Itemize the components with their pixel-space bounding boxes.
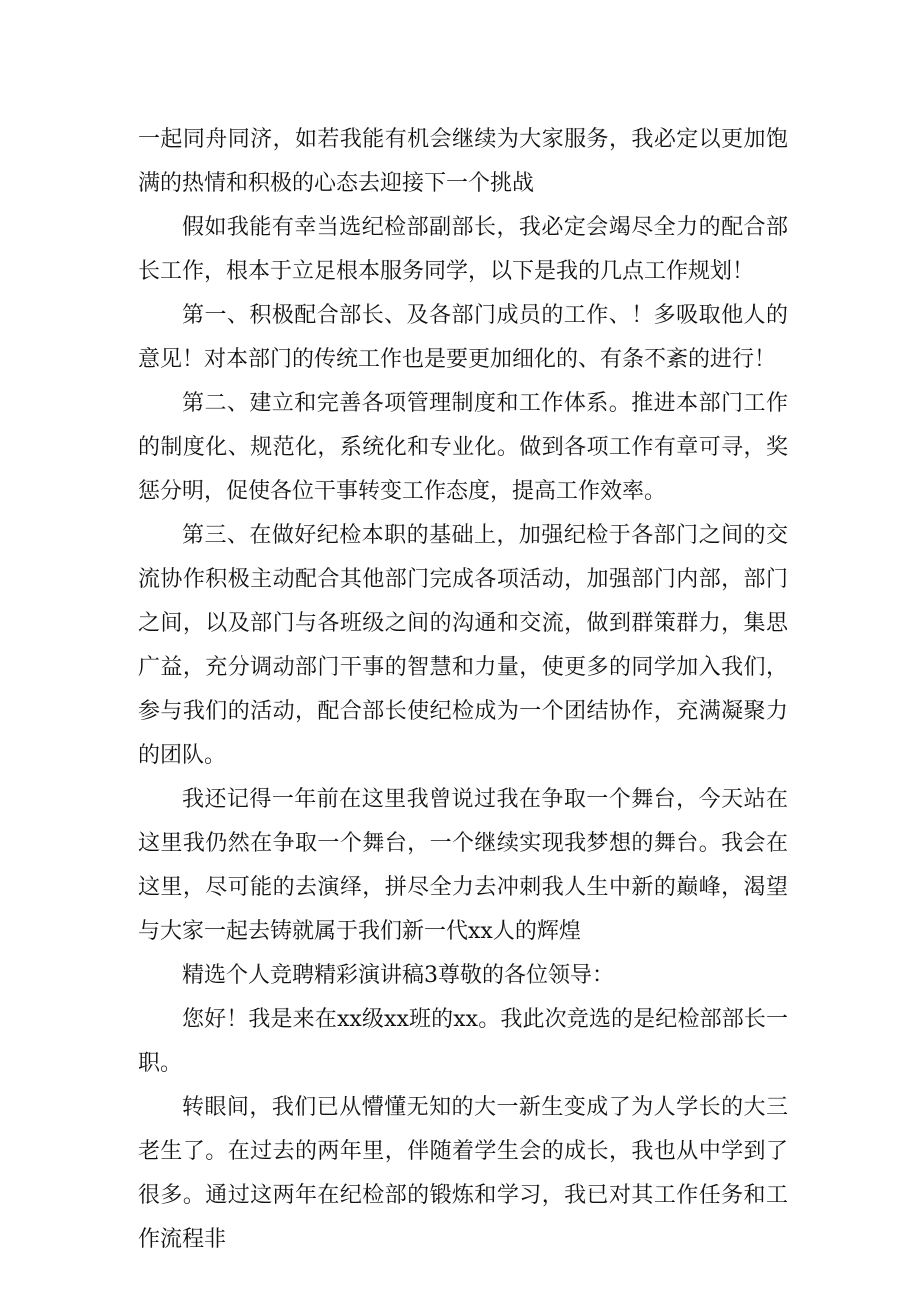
paragraph-continuation: 一起同舟同济，如若我能有机会继续为大家服务，我必定以更加饱满的热情和积极的心态去迎接下一个挑战 [138,127,788,196]
paragraph-candidacy: 假如我能有幸当选纪检部副部长，我必定会竭尽全力的配合部长工作，根本于立足根本服务同学，以下是我的几点工作规划！ [138,215,788,284]
paragraph-closing: 我还记得一年前在这里我曾说过我在争取一个舞台，今天站在这里我仍然在争取一个舞台，一个继续实现我梦想的舞台。我会在这里，尽可能的去演绎，拼尽全力去冲刺我人生中新的巅峰，渴望与大家一起去铸就属于我们新一代xx人的辉煌 [138,787,788,944]
paragraph-experience: 转眼间，我们已从懵懂无知的大一新生变成了为人学长的大三老生了。在过去的两年里，伴随着学生会的成长，我也从中学到了很多。通过这两年在纪检部的锻炼和学习，我已对其工作任务和工作流程非 [138,1095,788,1252]
paragraph-plan-first: 第一、积极配合部长、及各部门成员的工作、！多吸取他人的意见！对本部门的传统工作也是要更加细化的、有条不紊的进行！ [138,303,788,372]
paragraph-plan-second: 第二、建立和完善各项管理制度和工作体系。推进本部门工作的制度化、规范化，系统化和专业化。做到各项工作有章可寻，奖惩分明，促使各位干事转变工作态度，提高工作效率。 [138,391,788,504]
section-heading: 精选个人竞聘精彩演讲稿3尊敬的各位领导： [182,963,614,988]
paragraph-plan-third: 第三、在做好纪检本职的基础上，加强纪检于各部门之间的交流协作积极主动配合其他部门完成各项活动，加强部门内部，部门之间，以及部门与各班级之间的沟通和交流，做到群策群力，集思广益，充分调动部门干事的智慧和力量，使更多的同学加入我们，参与我们的活动，配合部长使纪检成为一个团结协作，充满凝聚力的团队。 [138,523,788,768]
paragraph-greeting: 您好！我是来在xx级xx班的xx。我此次竞选的是纪检部部长一职。 [138,1007,788,1076]
document-body [138,118,788,1262]
